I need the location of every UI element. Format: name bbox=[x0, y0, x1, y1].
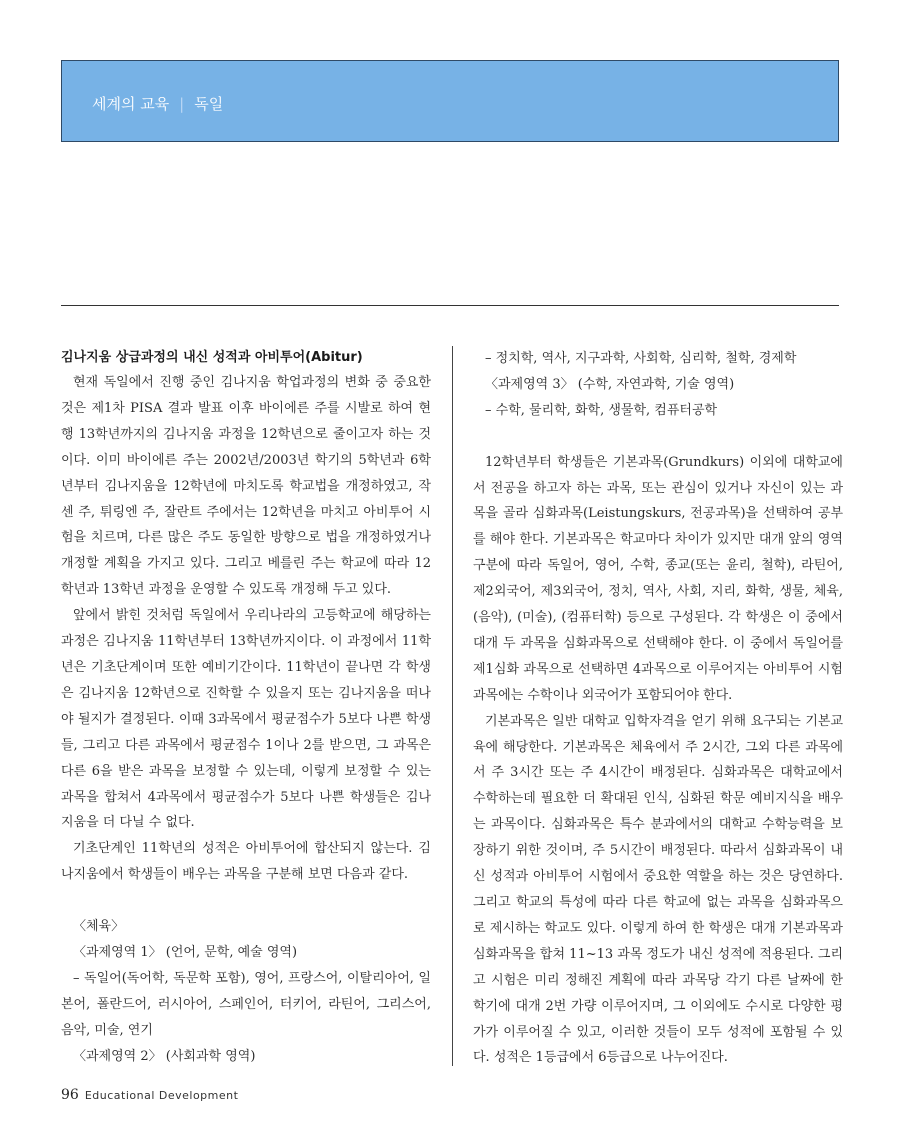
paragraph: 기초단계인 11학년의 성적은 아비투어에 합산되지 않는다. 김나지움에서 학생들이 배우는 과목을 구분해 보면 다음과 같다. bbox=[61, 841, 431, 883]
list-line: 〈과제영역 3〉 (수학, 자연과학, 기술 영역) bbox=[485, 376, 735, 392]
spacer bbox=[61, 888, 431, 914]
paragraph: 기본과목은 일반 대학교 입학자격을 얻기 위해 요구되는 기본교육에 해당한다. 기본과목은 체육에서 주 2시간, 그외 다른 과목에서 주 3시간 또는 주 4시간이 배정된다. 심화과목은 대학교에서 수학하는데 필요한 더 확대된 인식, 심화된 학문 예비지식을 배우는 과목이다. 심화과목은 특수 분과에서의 대학교 수학능력을 보장하기 위한 것이며, 주 5시간이 배정된다. 따라서 심화과목이 내신 성적과 아비투어 시험에서 중요한 역할을 하는 것은 당연하다. 그리고 학교의 특성에 따라 다른 학교에 없는 과목을 심화과목으로 제시하는 학교도 있다. 이렇게 하여 한 학생은 대개 기본과목과 심화과목을 합쳐 11~13 과목 정도가 내신 성적에 적용된다. 그리고 시험은 미리 정해진 계획에 따라 과목당 각기 다른 날짜에 한 학기에 대개 2번 가량 이루어지며, 그 이외에도 수시로 다양한 평가가 이루어질 수 있고, 이러한 것들이 모두 성적에 포함될 수 있다. 성적은 1등급에서 6등급으로 나누어진다. bbox=[473, 713, 844, 1066]
paragraph: 현재 독일에서 진행 중인 김나지움 학업과정의 변화 중 중요한 것은 제1차 PISA 결과 발표 이후 바이에른 주를 시발로 하여 현행 13학년까지의 김나지움 과정을 12학년으로 줄이고자 하는 것이다. 이미 바이에른 주는 2002년/2003년 학기의 5학년과 6학년부터 김나지움을 12학년에 마치도록 학교법을 개정하였고, 작센 주, 튀링엔 주, 잘란트 주에서는 12학년을 마치고 아비투어 시험을 치르며, 다른 많은 주도 동일한 방향으로 법을 개정하였거나 개정할 계획을 가지고 있다. 그리고 베를린 주는 학교에 따라 12학년과 13학년 과정을 운영할 수 있도록 개정해 두고 있다. bbox=[61, 375, 431, 598]
list-line: – 독일어(독어학, 독문학 포함), 영어, 프랑스어, 이탈리아어, 일본어, 폴란드어, 러시아어, 스페인어, 터키어, 라틴어, 그리스어, 음악, 미술, 연기 bbox=[61, 970, 431, 1038]
page-footer bbox=[61, 1087, 238, 1103]
header-separator: | bbox=[179, 95, 185, 113]
paragraph: 앞에서 밝힌 것처럼 독일에서 우리나라의 고등학교에 해당하는 과정은 김나지움 11학년부터 13학년까지이다. 이 과정에서 11학년은 기초단계이며 또한 예비기간이다. 11학년이 끝나면 각 학생은 김나지움 12학년으로 진학할 수 있을지 또는 김나지움을 떠나야 될지가 결정된다. 이때 3과목에서 평균점수가 5보다 나쁜 학생들, 그리고 다른 과목에서 평균점수 1이나 2를 받으면, 그 과목은 다른 6을 받은 과목을 보정할 수 있는데, 이렇게 보정할 수 있는 과목을 합쳐서 4과목에서 평균점수가 5보다 나쁜 학생들은 김나지움을 더 다닐 수 없다. bbox=[61, 608, 431, 831]
publication-name: Educational Development bbox=[84, 1089, 239, 1102]
country-label: 독일 bbox=[194, 95, 224, 113]
column-divider bbox=[452, 346, 453, 1066]
section-label: 세계의 교육 bbox=[92, 95, 170, 113]
spacer bbox=[473, 424, 843, 450]
list-line: 〈체육〉 bbox=[73, 919, 125, 935]
list-line: 〈과제영역 2〉 (사회과학 영역) bbox=[73, 1048, 256, 1064]
list-line: 〈과제영역 1〉 (언어, 문학, 예술 영역) bbox=[73, 944, 298, 960]
page-number: 96 bbox=[61, 1087, 79, 1103]
left-column bbox=[61, 346, 431, 1069]
right-column bbox=[473, 346, 843, 1071]
article-heading: 김나지움 상급과정의 내신 성적과 아비투어(Abitur) bbox=[61, 350, 363, 365]
section-header-banner bbox=[61, 60, 839, 142]
banner-title bbox=[92, 93, 223, 114]
horizontal-rule bbox=[61, 305, 839, 306]
list-line: – 정치학, 역사, 지구과학, 사회학, 심리학, 철학, 경제학 bbox=[485, 351, 797, 366]
paragraph: 12학년부터 학생들은 기본과목(Grundkurs) 이외에 대학교에서 전공을 하고자 하는 과목, 또는 관심이 있거나 자신이 있는 과목을 골라 심화과목(Leistungskurs, 전공과목)을 선택하여 공부를 해야 한다. 기본과목은 학교마다 차이가 있지만 대개 앞의 영역 구분에 따라 독일어, 영어, 수학, 종교(또는 윤리, 철학), 라틴어, 제2외국어, 제3외국어, 정치, 역사, 사회, 지리, 화학, 생물, 체육, (음악), (미술), (컴퓨터학) 등으로 구성된다. 각 학생은 이 중에서 대개 두 과목을 심화과목으로 선택해야 한다. 이 중에서 독일어를 제1심화 과목으로 선택하면 4과목으로 이루어지는 아비투어 시험 과목에는 수학이나 외국어가 포함되어야 한다. bbox=[473, 454, 843, 703]
list-line: – 수학, 물리학, 화학, 생물학, 컴퓨터공학 bbox=[485, 402, 718, 418]
